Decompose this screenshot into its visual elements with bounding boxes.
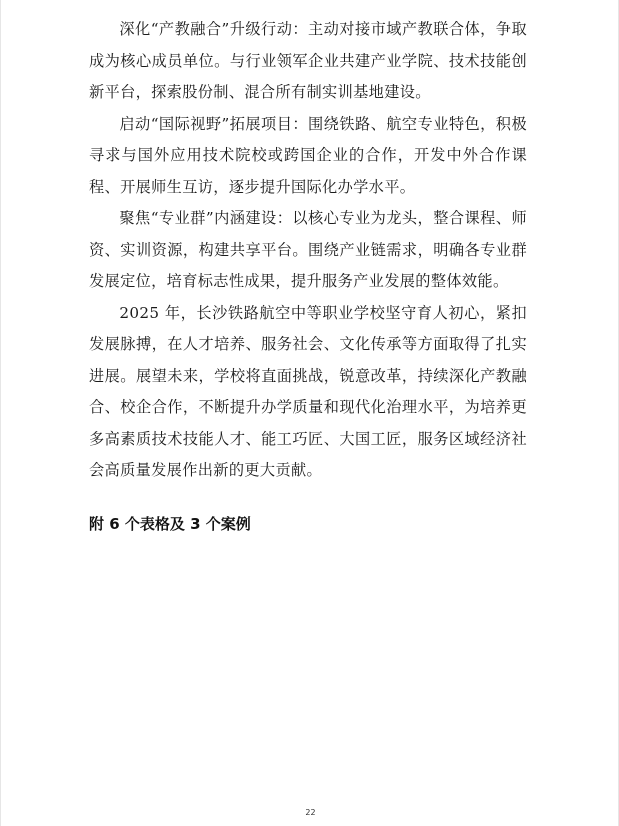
paragraph-summary-2025: 2025 年，长沙铁路航空中等职业学校坚守育人初心，紧扣发展脉搏，在人才培养、服务社会、文化传承等方面取得了扎实进展。展望未来，学校将直面挑战，锐意改革，持续深化产教融合、校企合作，不断提升办学质量和现代化治理水平，为培养更多高素质技术技能人才、能工巧匠、大国工匠，服务区域经济社会高质量发展作出新的更大贡献。: [89, 303, 527, 479]
paragraph-specialty-group: 聚焦“专业群”内涵建设：以核心专业为龙头，整合课程、师资、实训资源，构建共享平台。围绕产业链需求，明确各专业群发展定位，培育标志性成果，提升服务产业发展的整体效能。: [89, 209, 527, 290]
appendix-heading: 附 6 个表格及 3 个案例: [89, 514, 251, 533]
paragraph-international-vision: 启动“国际视野”拓展项目：围绕铁路、航空专业特色，积极寻求与国外应用技术院校或跨国企业的合作，开发中外合作课程、开展师生互访，逐步提升国际化办学水平。: [89, 114, 527, 196]
page-body: [89, 14, 527, 540]
paragraph-industry-education-integration: 深化“产教融合”升级行动：主动对接市域产教联合体，争取成为核心成员单位。与行业领军企业共建产业学院、技术技能创新平台，探索股份制、混合所有制实训基地建设。: [89, 20, 527, 101]
page-number: 22: [305, 808, 316, 817]
